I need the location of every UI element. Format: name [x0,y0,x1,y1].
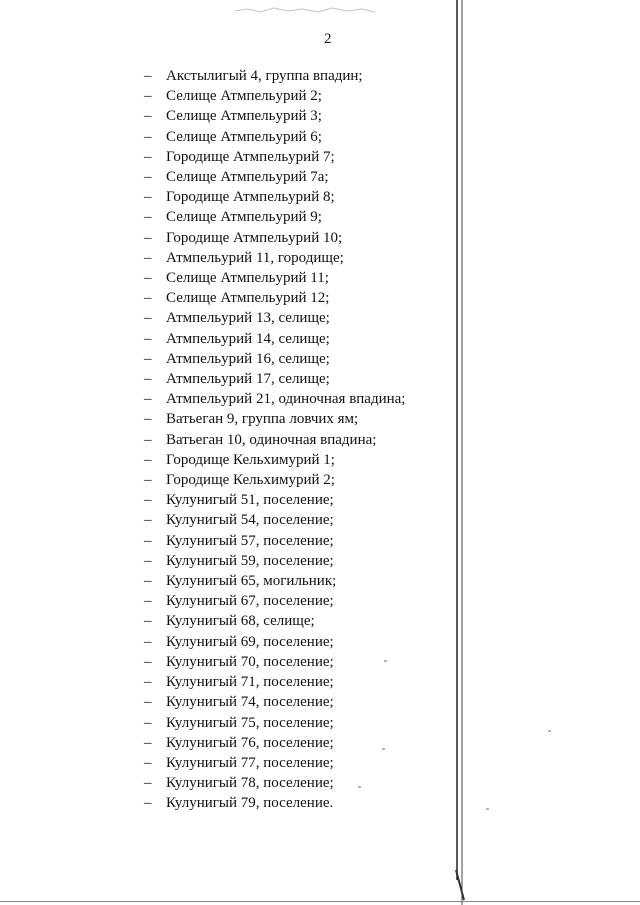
scan-speck [384,660,387,662]
list-item [144,66,405,86]
list-item [144,531,405,551]
list-dash: – [144,451,152,468]
scan-bottom-edge [0,901,640,902]
list-item-text: Городище Атмпельурий 7; [166,148,335,165]
list-item-text: Селище Атмпельурий 9; [166,209,322,226]
list-item-text: Кулунигый 65, могильник; [166,573,337,590]
list-dash: – [144,290,152,307]
list-item [144,672,405,692]
page-number: 2 [324,31,332,47]
list-dash: – [144,734,152,751]
list-dash: – [144,573,152,590]
list-item-text: Ватьеган 10, одиночная впадина; [166,431,377,448]
list-item [144,753,405,773]
list-item-text: Акстылигый 4, группа впадин; [166,68,363,84]
list-item [144,106,405,126]
list-item-text: Кулунигый 67, поселение; [166,593,334,610]
list-dash: – [144,472,152,489]
list-item-text: Атмпельурий 17, селище; [166,371,330,388]
list-item [144,773,405,793]
list-dash: – [144,68,152,84]
scan-border-line [455,0,465,905]
list-item [144,389,405,409]
list-item [144,409,405,429]
list-item-text: Кулунигый 54, поселение; [166,512,334,529]
list-dash: – [144,674,152,691]
list-dash: – [144,249,152,266]
list-item [144,470,405,490]
list-dash: – [144,653,152,670]
list-item-text: Атмпельурий 11, городище; [166,249,344,266]
list-item-text: Селище Атмпельурий 11; [166,270,329,287]
list-item-text: Селище Атмпельурий 3; [166,108,322,125]
list-item [144,167,405,187]
list-item-text: Городище Атмпельурий 8; [166,189,335,206]
list-item [144,591,405,611]
list-dash: – [144,128,152,145]
list-item [144,450,405,470]
list-item-text: Городище Кельхимурий 1; [166,451,335,468]
list-item [144,308,405,328]
list-item-text: Кулунигый 79, поселение. [166,795,334,812]
list-dash: – [144,189,152,206]
list-dash: – [144,169,152,186]
list-item-text: Кулунигый 75, поселение; [166,714,334,731]
list-dash: – [144,371,152,388]
list-item [144,632,405,652]
list-dash: – [144,411,152,428]
list-item [144,187,405,207]
list-item-text: Кулунигый 76, поселение; [166,734,334,751]
list-item [144,369,405,389]
list-dash: – [144,795,152,812]
list-item [144,228,405,248]
list-dash: – [144,209,152,226]
list-item-text: Селище Атмпельурий 12; [166,290,330,307]
list-item-text: Кулунигый 69, поселение; [166,633,334,650]
list-dash: – [144,391,152,408]
list-dash: – [144,633,152,650]
list-dash: – [144,694,152,711]
list-item [144,713,405,733]
list-item-text: Кулунигый 78, поселение; [166,775,334,792]
scan-noise-icon [230,4,380,16]
list-item [144,793,405,813]
list-dash: – [144,492,152,509]
list-item-text: Селище Атмпельурий 7а; [166,169,329,186]
list-item [144,207,405,227]
scan-speck [548,730,551,732]
list-item [144,288,405,308]
list-item-text: Кулунигый 68, селище; [166,613,315,630]
list-item-text: Городище Атмпельурий 10; [166,229,343,246]
site-list [144,66,405,814]
list-dash: – [144,229,152,246]
list-item-text: Селище Атмпельурий 2; [166,88,322,105]
list-item [144,652,405,672]
list-item [144,430,405,450]
list-item-text: Кулунигый 57, поселение; [166,532,334,549]
list-dash: – [144,714,152,731]
list-item-text: Городище Кельхимурий 2; [166,472,335,489]
list-item [144,571,405,591]
list-item-text: Кулунигый 59, поселение; [166,552,334,569]
list-dash: – [144,88,152,105]
list-dash: – [144,613,152,630]
list-item-text: Кулунигый 51, поселение; [166,492,334,509]
list-item-text: Кулунигый 71, поселение; [166,674,334,691]
list-dash: – [144,310,152,327]
list-item [144,268,405,288]
list-item-text: Кулунигый 74, поселение; [166,694,334,711]
list-item-text: Атмпельурий 13, селище; [166,310,330,327]
list-item-text: Кулунигый 70, поселение; [166,653,334,670]
list-item [144,510,405,530]
list-item [144,147,405,167]
scan-speck [486,808,489,810]
list-dash: – [144,431,152,448]
list-item-text: Селище Атмпельурий 6; [166,128,322,145]
list-item-text: Кулунигый 77, поселение; [166,754,334,771]
list-item [144,692,405,712]
list-item-text: Атмпельурий 14, селище; [166,330,330,347]
list-item-text: Ватьеган 9, группа ловчих ям; [166,411,359,428]
list-item [144,86,405,106]
list-item [144,611,405,631]
list-item [144,329,405,349]
list-dash: – [144,330,152,347]
list-item [144,127,405,147]
list-dash: – [144,148,152,165]
list-item [144,733,405,753]
list-dash: – [144,270,152,287]
list-item [144,248,405,268]
list-dash: – [144,593,152,610]
list-dash: – [144,108,152,125]
list-item [144,551,405,571]
scan-speck [382,748,385,750]
list-dash: – [144,350,152,367]
list-dash: – [144,754,152,771]
list-item-text: Атмпельурий 21, одиночная впадина; [166,391,406,408]
list-dash: – [144,775,152,792]
list-item-text: Атмпельурий 16, селище; [166,350,330,367]
list-item [144,349,405,369]
list-dash: – [144,512,152,529]
list-item [144,490,405,510]
list-dash: – [144,532,152,549]
scan-speck [358,786,361,788]
list-dash: – [144,552,152,569]
